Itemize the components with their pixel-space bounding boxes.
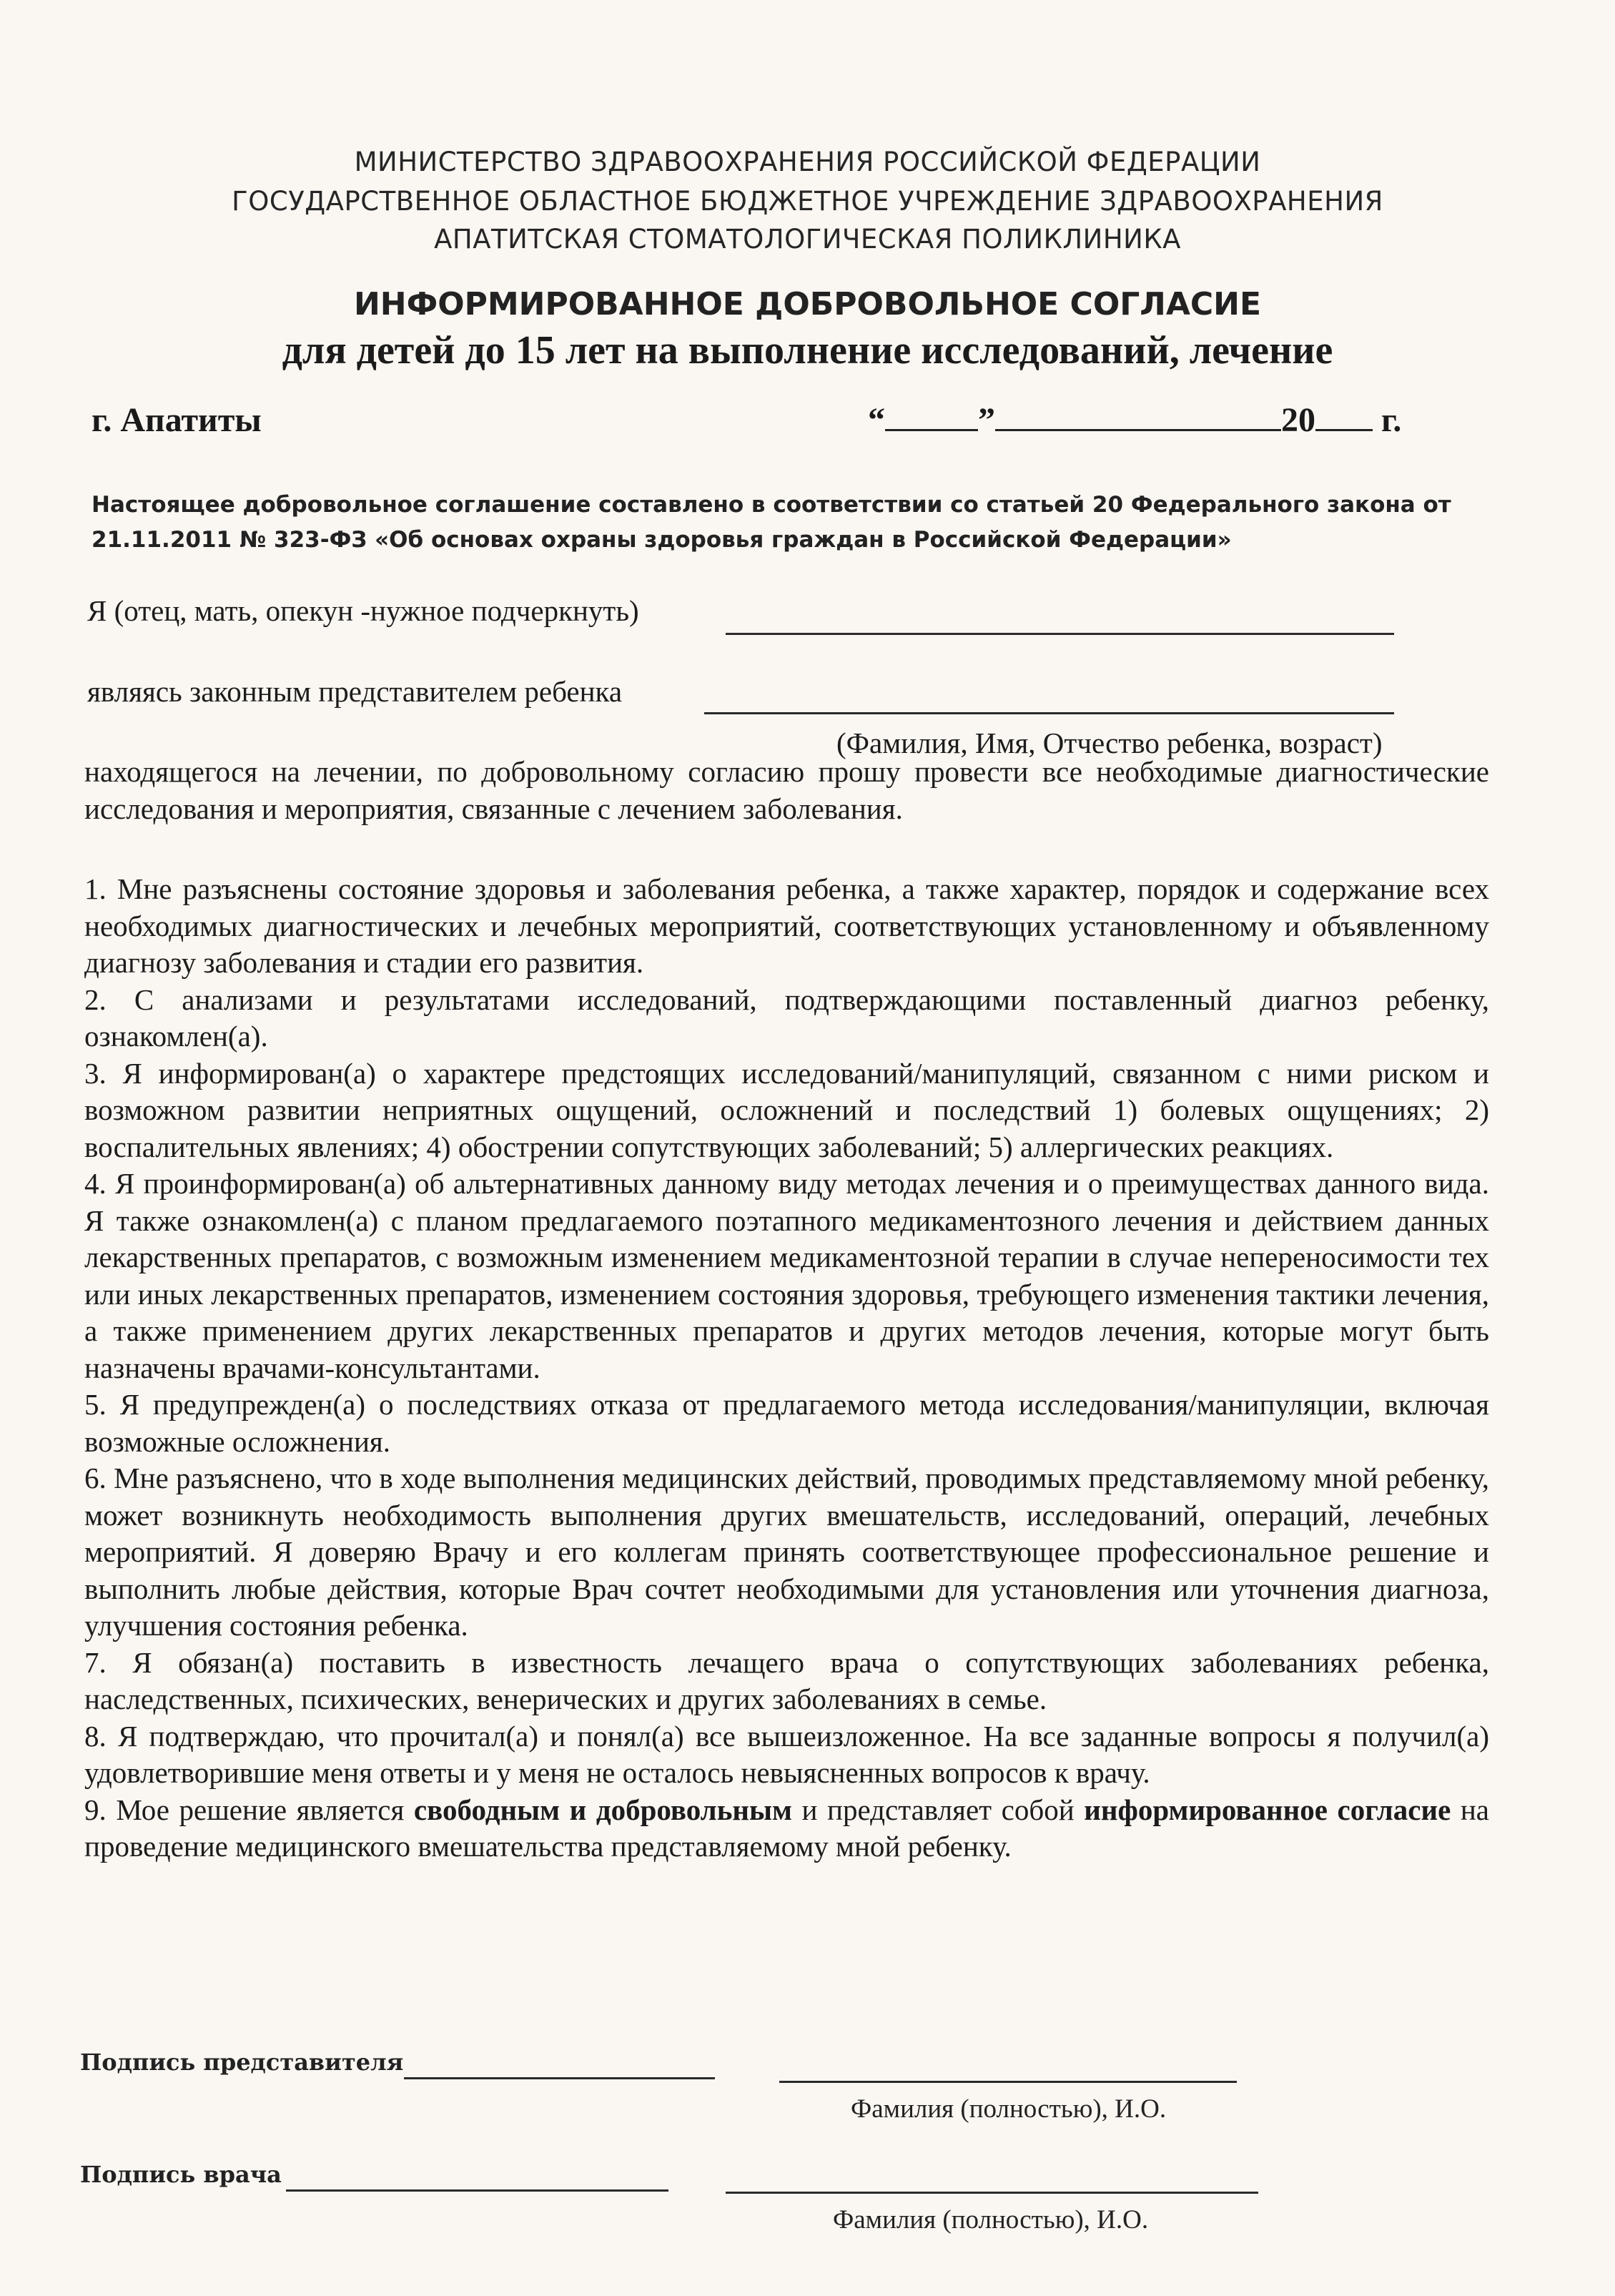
year-suffix: г. (1381, 401, 1402, 439)
doctor-signature-field[interactable] (286, 2189, 668, 2192)
clinic-header: АПАТИТСКАЯ СТОМАТОЛОГИЧЕСКАЯ ПОЛИКЛИНИКА (434, 224, 1181, 255)
institution-header: ГОСУДАРСТВЕННОЕ ОБЛАСТНОЕ БЮДЖЕТНОЕ УЧРЕЖДЕНИЕ ЗДРАВООХРАНЕНИЯ (232, 186, 1383, 217)
treatment-request-text: находящегося на лечении, по добровольному согласию прошу провести все необходимые диагностические исследования и мероприятия, связанные с лечением заболевания. (84, 755, 1489, 825)
city-label: г. Апатиты (92, 401, 262, 439)
month-blank[interactable] (995, 400, 1281, 431)
doctor-signature-label: Подпись врача (80, 2161, 282, 2188)
consent-item-1: 1. Мне разъяснены состояние здоровья и заболевания ребенка, а также характер, порядок и содержание всех необходимых диагностических и лечебных мероприятий, соответствующих установленному и объявленному диагнозу заболевания и стадии его развития. (84, 872, 1489, 979)
consent-item-6: 6. Мне разъяснено, что в ходе выполнения медицинских действий, проводимых представляемому мной ребенку, может возникнуть необходимость выполнения других вмешательств, исследований, операций, лечебных мероприятий. Я доверяю Врачу и его коллегам принять соответствующее профессиональное решение и выполнить любые действия, которые Врач сочтет необходимыми для установления или уточнения диагноза, улучшения состояния ребенка. (84, 1462, 1489, 1642)
consent-item-3: 3. Я информирован(а) о характере предстоящих исследований/манипуляций, связанном с ними риском и возможном развитии неприятных ощущений, осложнений и последствий 1) болевых ощущениях; 2) воспалительных явлениях; 4) обострении сопутствующих заболеваний; 5) аллергических реакциях. (84, 1056, 1489, 1163)
date-open-quote: “ (868, 401, 885, 439)
ministry-header: МИНИСТЕРСТВО ЗДРАВООХРАНЕНИЯ РОССИЙСКОЙ ФЕДЕРАЦИИ (354, 147, 1261, 177)
representative-signature-field[interactable] (404, 2077, 715, 2079)
representative-name-field[interactable] (726, 633, 1394, 635)
date-line (868, 400, 1401, 440)
child-name-field[interactable] (704, 712, 1394, 714)
doctor-fullname-field[interactable] (726, 2192, 1258, 2194)
year-blank[interactable] (1315, 400, 1373, 431)
representative-signature-label: Подпись представителя (80, 2049, 404, 2076)
consent-item-5: 5. Я предупрежден(а) о последствиях отказа от предлагаемого метода исследования/манипуляции, включая возможные осложнения. (84, 1388, 1489, 1458)
consent-item-4: 4. Я проинформирован(а) об альтернативных данному виду методах лечения и о преимуществах данного вида. Я также ознакомлен(а) с планом предлагаемого поэтапного медикаментозного лечения и действием данных лекарственных препаратов, с возможным изменением медикаментозной терапии в случае непереносимости тех или иных лекарственных препаратов, изменением состояния здоровья, требующего изменения тактики лечения, а также применением других лекарственных препаратов и других методов лечения, которые могут быть назначены врачами-консультантами. (84, 1167, 1489, 1384)
consent-item-2: 2. С анализами и результатами исследований, подтверждающими поставленный диагноз ребенку, ознакомлен(а). (84, 982, 1489, 1053)
child-field-hint: (Фамилия, Имя, Отчество ребенка, возраст) (836, 726, 1383, 759)
legal-basis-line2: 21.11.2011 № 323-ФЗ «Об основах охраны здоровья граждан в Российской Федерации» (92, 527, 1232, 553)
doctor-name-caption: Фамилия (полностью), И.О. (833, 2205, 1149, 2235)
child-representative-label: являясь законным представителем ребенка (87, 675, 623, 708)
representative-name-caption: Фамилия (полностью), И.О. (851, 2094, 1167, 2124)
consent-item-7: 7. Я обязан(а) поставить в известность лечащего врача о сопутствующих заболеваниях ребенка, наследственных, психических, венерических и других заболеваниях в семье. (84, 1645, 1489, 1715)
document-title: ИНФОРМИРОВАННОЕ ДОБРОВОЛЬНОЕ СОГЛАСИЕ (353, 286, 1262, 322)
consent-item-9: 9. Мое решение является свободным и добровольным и представляет собой информированное согласие на проведение медицинского вмешательства представляемому мной ребенку. (84, 1793, 1489, 1863)
legal-basis-line1: Настоящее добровольное соглашение составлено в соответствии со статьей 20 Федерального закона от (92, 492, 1451, 518)
consent-item-8: 8. Я подтверждаю, что прочитал(а) и понял(а) все вышеизложенное. На все заданные вопросы я получил(а) удовлетворившие меня ответы и у меня не осталось невыясненных вопросов к врачу. (84, 1719, 1489, 1789)
document-subtitle: для детей до 15 лет на выполнение исследований, лечение (282, 328, 1333, 373)
date-close-quote: ” (978, 401, 995, 439)
representative-fullname-field[interactable] (779, 2081, 1237, 2083)
representative-label: Я (отец, мать, опекун -нужное подчеркнуть) (87, 594, 639, 627)
year-prefix: 20 (1281, 401, 1315, 439)
day-blank[interactable] (885, 400, 978, 431)
consent-items (84, 871, 1489, 1866)
